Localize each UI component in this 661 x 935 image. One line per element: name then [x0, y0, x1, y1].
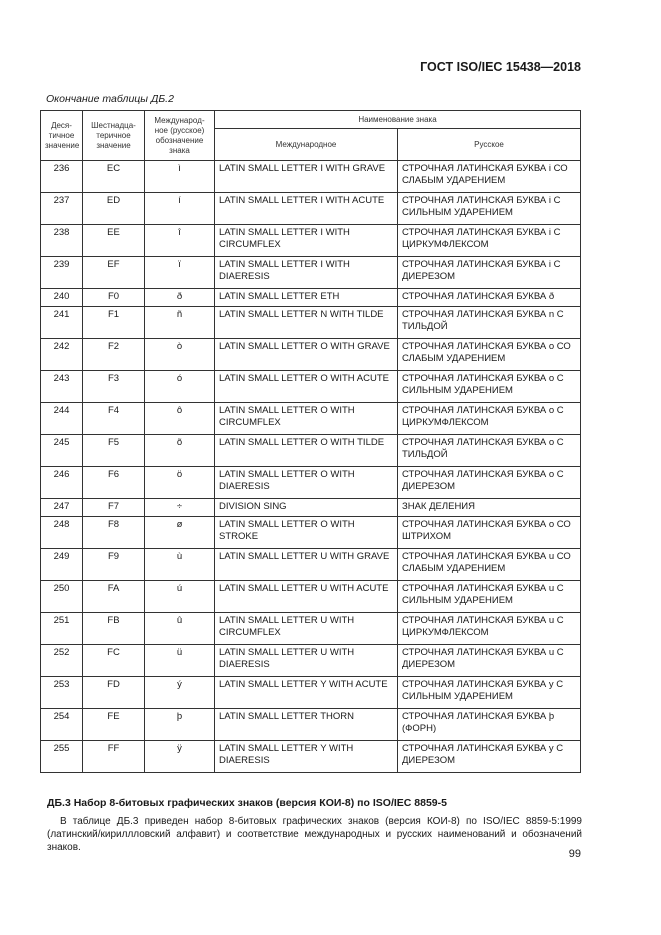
cell-hex: ED	[83, 193, 145, 225]
cell-international: LATIN SMALL LETTER I WITH CIRCUMFLEX	[215, 225, 398, 257]
cell-symbol: ó	[145, 371, 215, 403]
cell-russian: СТРОЧНАЯ ЛАТИНСКАЯ БУКВА n С ТИЛЬДОЙ	[398, 307, 581, 339]
cell-symbol: í	[145, 193, 215, 225]
cell-dec: 252	[41, 645, 83, 677]
cell-hex: FB	[83, 613, 145, 645]
cell-dec: 249	[41, 549, 83, 581]
cell-russian: СТРОЧНАЯ ЛАТИНСКАЯ БУКВА o С СИЛЬНЫМ УДАРЕНИЕМ	[398, 371, 581, 403]
cell-hex: EF	[83, 257, 145, 289]
table-row	[41, 371, 581, 403]
table-row	[41, 225, 581, 257]
cell-hex: EE	[83, 225, 145, 257]
cell-symbol: ö	[145, 467, 215, 499]
cell-hex: FF	[83, 741, 145, 773]
cell-russian: СТРОЧНАЯ ЛАТИНСКАЯ БУКВА o С ДИЕРЕЗОМ	[398, 467, 581, 499]
character-table	[40, 110, 581, 773]
cell-russian: СТРОЧНАЯ ЛАТИНСКАЯ БУКВА y С СИЛЬНЫМ УДАРЕНИЕМ	[398, 677, 581, 709]
table-row	[41, 257, 581, 289]
section-paragraph: В таблице ДБ.3 приведен набор 8-битовых графических знаков (версия КОИ-8) по ISO/IEC 8859-5:1999 (латинский/кириллловский алфавит) и соответствие международных и русских наименований и обозначений знаков.	[47, 816, 582, 853]
cell-russian: СТРОЧНАЯ ЛАТИНСКАЯ БУКВА o СО СЛАБЫМ УДАРЕНИЕМ	[398, 339, 581, 371]
cell-international: LATIN SMALL LETTER O WITH TILDE	[215, 435, 398, 467]
section-heading: ДБ.3 Набор 8-битовых графических знаков (версия КОИ-8) по ISO/IEC 8859-5	[47, 797, 447, 809]
cell-hex: FE	[83, 709, 145, 741]
cell-dec: 237	[41, 193, 83, 225]
table-row	[41, 581, 581, 613]
table-row	[41, 499, 581, 517]
cell-international: LATIN SMALL LETTER O WITH STROKE	[215, 517, 398, 549]
header-international: Международное	[215, 129, 398, 161]
cell-dec: 247	[41, 499, 83, 517]
table-row	[41, 403, 581, 435]
cell-hex: FC	[83, 645, 145, 677]
cell-dec: 255	[41, 741, 83, 773]
cell-hex: F3	[83, 371, 145, 403]
table-row	[41, 645, 581, 677]
table-caption: Окончание таблицы ДБ.2	[46, 93, 174, 105]
cell-international: DIVISION SING	[215, 499, 398, 517]
cell-russian: СТРОЧНАЯ ЛАТИНСКАЯ БУКВА ð	[398, 289, 581, 307]
cell-symbol: ô	[145, 403, 215, 435]
cell-symbol: ÷	[145, 499, 215, 517]
cell-symbol: ì	[145, 161, 215, 193]
cell-hex: F5	[83, 435, 145, 467]
cell-dec: 242	[41, 339, 83, 371]
cell-hex: F4	[83, 403, 145, 435]
table-row	[41, 193, 581, 225]
cell-russian: СТРОЧНАЯ ЛАТИНСКАЯ БУКВА þ (ФОРН)	[398, 709, 581, 741]
cell-international: LATIN SMALL LETTER THORN	[215, 709, 398, 741]
cell-russian: СТРОЧНАЯ ЛАТИНСКАЯ БУКВА u СО СЛАБЫМ УДАРЕНИЕМ	[398, 549, 581, 581]
cell-hex: F1	[83, 307, 145, 339]
cell-symbol: ø	[145, 517, 215, 549]
cell-russian: СТРОЧНАЯ ЛАТИНСКАЯ БУКВА y С ДИЕРЕЗОМ	[398, 741, 581, 773]
standard-number: ГОСТ ISO/IEC 15438—2018	[420, 60, 581, 74]
cell-symbol: ÿ	[145, 741, 215, 773]
cell-russian: СТРОЧНАЯ ЛАТИНСКАЯ БУКВА i С ДИЕРЕЗОМ	[398, 257, 581, 289]
cell-dec: 248	[41, 517, 83, 549]
cell-international: LATIN SMALL LETTER I WITH DIAERESIS	[215, 257, 398, 289]
cell-hex: EC	[83, 161, 145, 193]
cell-russian: СТРОЧНАЯ ЛАТИНСКАЯ БУКВА o С ТИЛЬДОЙ	[398, 435, 581, 467]
table-row	[41, 435, 581, 467]
cell-russian: ЗНАК ДЕЛЕНИЯ	[398, 499, 581, 517]
cell-dec: 240	[41, 289, 83, 307]
cell-hex: F8	[83, 517, 145, 549]
cell-hex: F7	[83, 499, 145, 517]
table-row	[41, 307, 581, 339]
cell-hex: F9	[83, 549, 145, 581]
table-row	[41, 741, 581, 773]
cell-dec: 250	[41, 581, 83, 613]
cell-dec: 254	[41, 709, 83, 741]
cell-dec: 246	[41, 467, 83, 499]
cell-hex: F2	[83, 339, 145, 371]
cell-dec: 243	[41, 371, 83, 403]
table-row	[41, 161, 581, 193]
cell-dec: 239	[41, 257, 83, 289]
cell-international: LATIN SMALL LETTER U WITH ACUTE	[215, 581, 398, 613]
cell-russian: СТРОЧНАЯ ЛАТИНСКАЯ БУКВА i С ЦИРКУМФЛЕКСОМ	[398, 225, 581, 257]
cell-symbol: ü	[145, 645, 215, 677]
cell-international: LATIN SMALL LETTER Y WITH ACUTE	[215, 677, 398, 709]
cell-symbol: õ	[145, 435, 215, 467]
page-number: 99	[568, 848, 581, 860]
cell-dec: 253	[41, 677, 83, 709]
table-row	[41, 517, 581, 549]
table-row	[41, 549, 581, 581]
cell-symbol: ò	[145, 339, 215, 371]
table-row	[41, 467, 581, 499]
cell-international: LATIN SMALL LETTER U WITH DIAERESIS	[215, 645, 398, 677]
cell-hex: FD	[83, 677, 145, 709]
cell-symbol: ù	[145, 549, 215, 581]
cell-international: LATIN SMALL LETTER ETH	[215, 289, 398, 307]
cell-symbol: ý	[145, 677, 215, 709]
cell-russian: СТРОЧНАЯ ЛАТИНСКАЯ БУКВА o С ЦИРКУМФЛЕКСОМ	[398, 403, 581, 435]
cell-hex: F0	[83, 289, 145, 307]
header-symbol: Междунарoд-ное (русское) обозначение знака	[145, 111, 215, 161]
cell-dec: 238	[41, 225, 83, 257]
cell-international: LATIN SMALL LETTER Y WITH DIAERESIS	[215, 741, 398, 773]
cell-dec: 245	[41, 435, 83, 467]
cell-international: LATIN SMALL LETTER N WITH TILDE	[215, 307, 398, 339]
cell-international: LATIN SMALL LETTER U WITH CIRCUMFLEX	[215, 613, 398, 645]
cell-international: LATIN SMALL LETTER I WITH ACUTE	[215, 193, 398, 225]
table-row	[41, 677, 581, 709]
header-russian: Русское	[398, 129, 581, 161]
cell-symbol: þ	[145, 709, 215, 741]
table-row	[41, 339, 581, 371]
cell-hex: FA	[83, 581, 145, 613]
cell-dec: 236	[41, 161, 83, 193]
cell-russian: СТРОЧНАЯ ЛАТИНСКАЯ БУКВА u С ДИЕРЕЗОМ	[398, 645, 581, 677]
cell-symbol: ñ	[145, 307, 215, 339]
cell-russian: СТРОЧНАЯ ЛАТИНСКАЯ БУКВА o СО ШТРИХОМ	[398, 517, 581, 549]
cell-symbol: ð	[145, 289, 215, 307]
header-dec: Деся-тичное значение	[41, 111, 83, 161]
cell-hex: F6	[83, 467, 145, 499]
cell-russian: СТРОЧНАЯ ЛАТИНСКАЯ БУКВА u С ЦИРКУМФЛЕКСОМ	[398, 613, 581, 645]
cell-dec: 251	[41, 613, 83, 645]
table-row	[41, 709, 581, 741]
header-hex: Шестнадца-теричное значение	[83, 111, 145, 161]
cell-international: LATIN SMALL LETTER O WITH CIRCUMFLEX	[215, 403, 398, 435]
cell-dec: 241	[41, 307, 83, 339]
header-name: Наименование знака	[215, 111, 581, 129]
cell-dec: 244	[41, 403, 83, 435]
cell-international: LATIN SMALL LETTER O WITH GRAVE	[215, 339, 398, 371]
cell-russian: СТРОЧНАЯ ЛАТИНСКАЯ БУКВА u С СИЛЬНЫМ УДАРЕНИЕМ	[398, 581, 581, 613]
cell-international: LATIN SMALL LETTER I WITH GRAVE	[215, 161, 398, 193]
table-row	[41, 289, 581, 307]
table-row	[41, 613, 581, 645]
cell-international: LATIN SMALL LETTER U WITH GRAVE	[215, 549, 398, 581]
cell-russian: СТРОЧНАЯ ЛАТИНСКАЯ БУКВА i СО СЛАБЫМ УДАРЕНИЕМ	[398, 161, 581, 193]
cell-russian: СТРОЧНАЯ ЛАТИНСКАЯ БУКВА i С СИЛЬНЫМ УДАРЕНИЕМ	[398, 193, 581, 225]
cell-symbol: ï	[145, 257, 215, 289]
cell-symbol: î	[145, 225, 215, 257]
cell-international: LATIN SMALL LETTER O WITH ACUTE	[215, 371, 398, 403]
cell-symbol: ú	[145, 581, 215, 613]
cell-international: LATIN SMALL LETTER O WITH DIAERESIS	[215, 467, 398, 499]
cell-symbol: û	[145, 613, 215, 645]
